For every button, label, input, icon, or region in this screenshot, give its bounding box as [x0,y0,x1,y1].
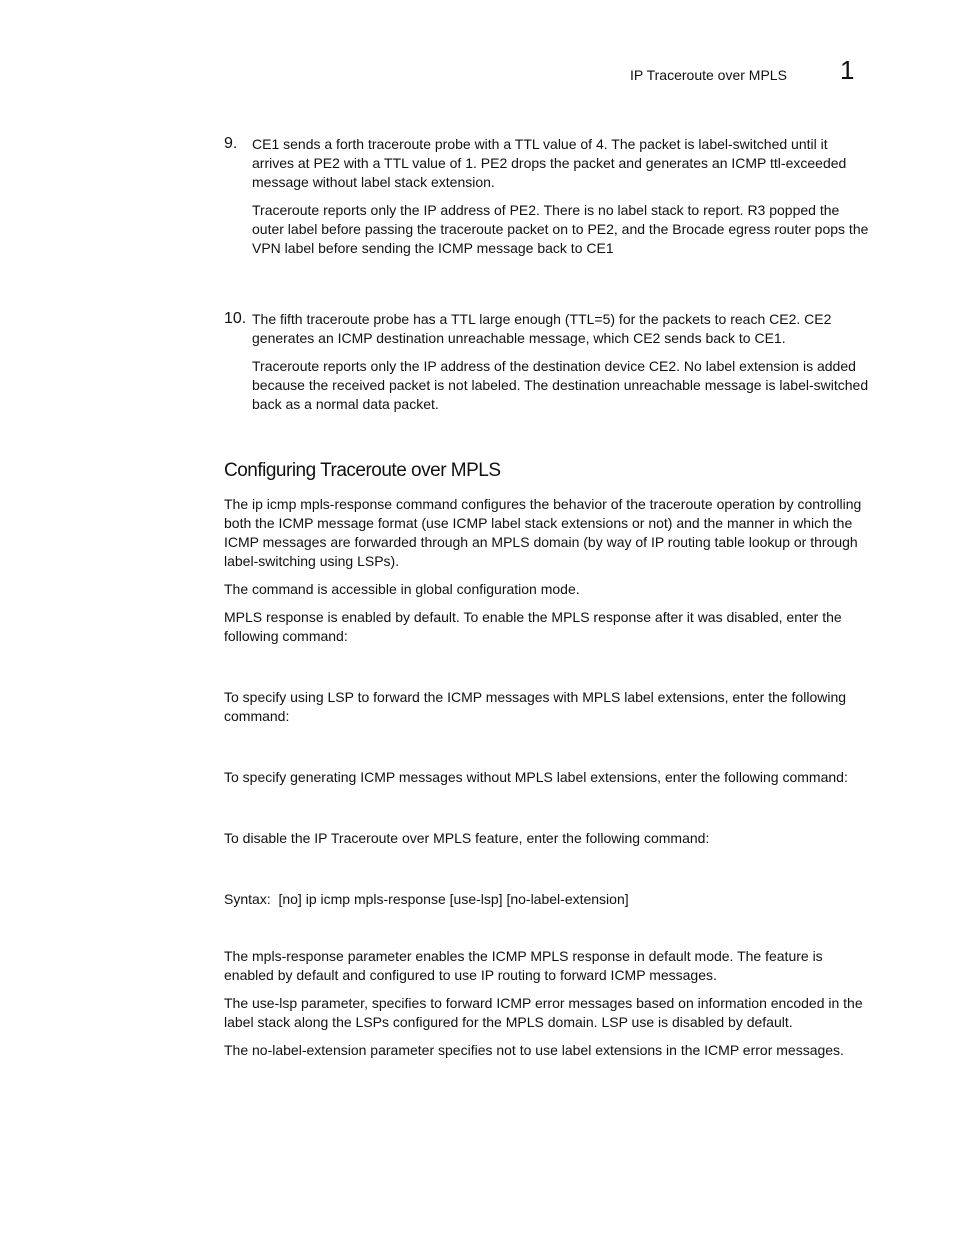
step-number: 9. [224,135,238,152]
use-lsp-paragraph: To specify using LSP to forward the ICMP messages with MPLS label extensions, enter the following command: [224,689,847,724]
param-use-lsp: The use-lsp parameter, specifies to forward ICMP error messages based on information encoded in the label stack along the LSPs configured for the MPLS domain. LSP use is disabled by default. [224,995,863,1030]
step-9 [224,135,870,258]
param-no-label-extension: The no-label-extension parameter specifies not to use label extensions in the ICMP error messages. [224,1042,844,1058]
step-text: The fifth traceroute probe has a TTL large enough (TTL=5) for the packets to reach CE2. CE2 generates an ICMP destination unreachable message, which CE2 sends back to CE1. [252,311,832,346]
running-header-title: IP Traceroute over MPLS [630,67,787,83]
access-paragraph: The command is accessible in global configuration mode. [224,581,580,597]
spacer [224,918,870,947]
step-text: CE1 sends a forth traceroute probe with a TTL value of 4. The packet is label-switched until it arrives at PE2 with a TTL value of 1. PE2 drops the packet and generates an ICMP ttl-exceeded message without label stack extension. [252,136,847,190]
spacer [224,483,870,495]
step-number: 10. [224,310,247,327]
chapter-number: 1 [840,55,855,85]
spacer [224,423,870,459]
step-note: Traceroute reports only the IP address of the destination device CE2. No label extension is added because the received packet is not labeled. The destination unreachable message is label-switched back as a normal data packet. [252,358,869,412]
step-10 [224,310,870,414]
section-heading: Configuring Traceroute over MPLS [224,460,501,481]
step-note: Traceroute reports only the IP address of PE2. There is no label stack to report. R3 popped the outer label before passing the traceroute packet on to PE2, and the Brocade egress router pops the VPN label before sending the ICMP message back to CE1 [252,202,869,256]
code-gap [224,796,870,829]
code-gap [224,857,870,890]
no-label-paragraph: To specify generating ICMP messages without MPLS label extensions, enter the following command: [224,769,848,785]
intro-paragraph: The ip icmp mpls-response command configures the behavior of the traceroute operation by controlling both the ICMP message format (use ICMP label stack extensions or not) and the manner in which the ICMP messages are forwarded through an MPLS domain (by way of IP routing table lookup or through label-switching using LSPs). [224,496,862,569]
code-gap [224,655,870,688]
page-content [224,135,870,1069]
code-gap [224,735,870,768]
enable-paragraph: MPLS response is enabled by default. To enable the MPLS response after it was disabled, enter the following command: [224,609,842,644]
spacer [224,267,870,310]
disable-paragraph: To disable the IP Traceroute over MPLS feature, enter the following command: [224,830,710,846]
param-mpls-response: The mpls-response parameter enables the ICMP MPLS response in default mode. The feature is enabled by default and configured to use IP routing to forward ICMP messages. [224,948,823,983]
syntax-line: Syntax: [no] ip icmp mpls-response [use-lsp] [no-label-extension] [224,891,629,907]
